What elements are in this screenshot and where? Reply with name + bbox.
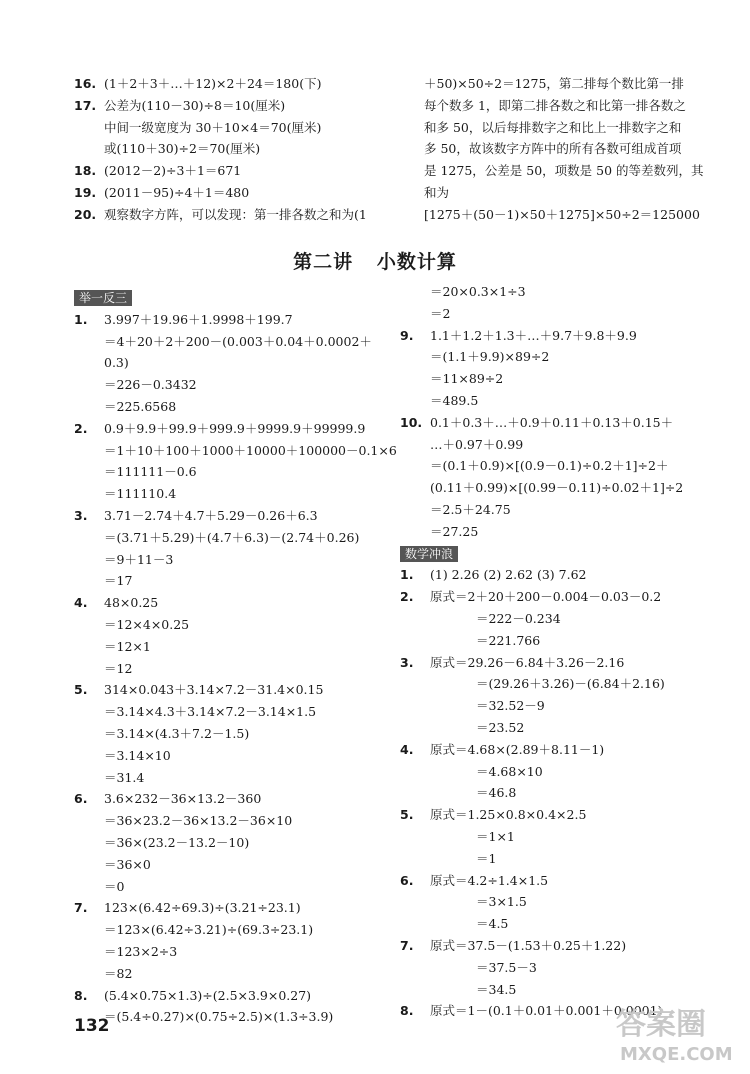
page-number: 132 — [74, 1016, 110, 1036]
problem-number: 2. — [400, 589, 414, 605]
math-expression: ＝225.6568 — [104, 398, 177, 414]
math-expression: ＝2 — [430, 305, 451, 321]
continuation-line — [400, 695, 720, 717]
math-expression: ＝36×(23.2－13.2－10) — [104, 834, 250, 850]
math-expression: ＝226－0.3432 — [104, 377, 197, 393]
continuation-line — [400, 499, 720, 521]
problem-line — [74, 160, 404, 182]
math-expression: ＝3.14×4.3＋3.14×7.2－3.14×1.5 — [104, 704, 317, 720]
top-left-column — [74, 73, 404, 226]
math-expression: 0.3) — [104, 355, 129, 371]
continuation-line — [400, 761, 720, 783]
math-expression: ＝3.14×10 — [104, 747, 171, 763]
problem-number: 17. — [74, 97, 97, 113]
problem-number: 8. — [400, 1003, 414, 1019]
math-expression: ＝221.766 — [476, 632, 541, 648]
continuation-line — [74, 941, 399, 963]
continuation-line: 是 1275，公差是 50，项数是 50 的等差数列，其 — [424, 163, 704, 179]
problem-number: 3. — [400, 654, 414, 670]
continuation-line — [400, 848, 720, 870]
continuation-line — [74, 570, 399, 592]
continuation-line — [400, 368, 720, 390]
math-expression: ＝36×0 — [104, 856, 151, 872]
math-expression: ＝4.68×10 — [476, 763, 543, 779]
math-expression: ＝3×1.5 — [476, 894, 527, 910]
math-expression: 123×(6.42÷69.3)÷(3.21÷23.1) — [104, 900, 301, 916]
problem-line — [400, 325, 720, 347]
math-expression: (2012－2)÷3＋1＝671 — [104, 163, 242, 179]
math-expression: ＝31.4 — [104, 769, 145, 785]
top-right-column — [424, 73, 714, 226]
continuation-line: [1275＋(50－1)×50＋1275]×50÷2＝125000 — [424, 206, 700, 222]
continuation-line — [74, 374, 399, 396]
math-expression: 原式＝1.25×0.8×0.4×2.5 — [430, 807, 587, 823]
problem-number: 9. — [400, 327, 414, 343]
math-expression: ＝20×0.3×1÷3 — [430, 284, 526, 299]
problem-number: 3. — [74, 507, 88, 523]
math-expression: ＝4.5 — [476, 916, 509, 932]
math-expression: 观察数字方阵，可以发现：第一排各数之和为(1 — [104, 206, 367, 222]
continuation-line — [74, 745, 399, 767]
section-left-column — [74, 287, 399, 1028]
continuation-line — [74, 440, 399, 462]
watermark-text-url: MXQE.COM — [620, 1044, 733, 1065]
continuation-line — [74, 396, 399, 418]
continuation-line — [74, 919, 399, 941]
section-label-jyfs: 举一反三 — [74, 290, 132, 306]
math-expression: 原式＝4.68×(2.89＋8.11－1) — [430, 741, 605, 757]
math-expression: 314×0.043＋3.14×7.2－31.4×0.15 — [104, 682, 324, 698]
continuation-line: ＋50)×50÷2＝1275，第二排每个数比第一排 — [424, 76, 684, 91]
math-expression: ＝222－0.234 — [476, 610, 561, 626]
continuation-line — [74, 832, 399, 854]
math-expression: ＝27.25 — [430, 523, 479, 539]
continuation-line — [400, 717, 720, 739]
continuation-line — [74, 549, 399, 571]
math-expression: ＝0 — [104, 878, 125, 894]
continuation-line — [74, 767, 399, 789]
problem-number: 19. — [74, 184, 97, 200]
math-expression: 或(110＋30)÷2＝70(厘米) — [104, 141, 261, 157]
math-expression: 原式＝1－(0.1＋0.01＋0.001＋0.0001) — [430, 1003, 663, 1019]
math-expression: ＝46.8 — [476, 785, 517, 801]
math-expression: ＝1＋10＋100＋1000＋10000＋100000－0.1×6 — [104, 442, 397, 458]
problem-number: 18. — [74, 163, 97, 179]
math-expression: ＝23.52 — [476, 719, 525, 735]
math-expression: 原式＝4.2÷1.4×1.5 — [430, 872, 549, 888]
math-expression: ＝123×2÷3 — [104, 943, 178, 959]
math-expression: 48×0.25 — [104, 595, 159, 611]
math-expression: (1＋2＋3＋…＋12)×2＋24＝180(下) — [104, 76, 322, 91]
continuation-line — [400, 957, 720, 979]
problem-number: 7. — [400, 937, 414, 953]
problem-line — [400, 564, 720, 586]
math-expression: (5.4×0.75×1.3)÷(2.5×3.9×0.27) — [104, 987, 312, 1003]
continuation-line — [400, 434, 720, 456]
math-expression: 原式＝2＋20＋200－0.004－0.03－0.2 — [430, 589, 662, 605]
problem-number: 1. — [74, 311, 88, 327]
math-expression: ＝489.5 — [430, 392, 479, 408]
math-expression: 3.997＋19.96＋1.9998＋199.7 — [104, 311, 293, 327]
continuation-line — [400, 281, 720, 303]
math-expression: 3.71－2.74＋4.7＋5.29－0.26＋6.3 — [104, 507, 318, 523]
continuation-line — [74, 331, 399, 353]
continuation-line — [400, 303, 720, 325]
math-expression: ＝(1.1＋9.9)×89÷2 — [430, 349, 550, 365]
continuation-line — [74, 461, 399, 483]
problem-line — [74, 679, 399, 701]
continuation-line — [74, 138, 404, 160]
problem-number: 5. — [74, 682, 88, 698]
math-expression: ＝36×23.2－36×13.2－36×10 — [104, 813, 293, 829]
continuation-line — [74, 1006, 399, 1028]
continuation-line — [400, 346, 720, 368]
continuation-line — [400, 455, 720, 477]
problem-line — [74, 985, 399, 1007]
continuation-line — [74, 701, 399, 723]
lesson-name: 小数计算 — [376, 251, 457, 273]
continuation-line — [74, 614, 399, 636]
problem-number: 20. — [74, 206, 97, 222]
problem-number: 8. — [74, 987, 88, 1003]
problem-line — [400, 412, 720, 434]
problem-number: 2. — [74, 420, 88, 436]
watermark-text-main: 答案圈 — [616, 1007, 706, 1042]
problem-number: 4. — [74, 595, 88, 611]
problem-number: 4. — [400, 741, 414, 757]
problem-number: 5. — [400, 807, 414, 823]
math-expression: ＝12×4×0.25 — [104, 616, 190, 632]
math-expression: 公差为(110－30)÷8＝10(厘米) — [104, 97, 286, 113]
math-expression: ＝17 — [104, 573, 133, 589]
watermark-logo — [612, 1000, 742, 1066]
math-expression: ＝111111－0.6 — [104, 464, 197, 480]
continuation-line — [400, 630, 720, 652]
continuation-line — [74, 117, 404, 139]
math-expression: ＝32.52－9 — [476, 698, 545, 714]
math-expression: ＝111110.4 — [104, 486, 177, 502]
math-expression: 1.1＋1.2＋1.3＋…＋9.7＋9.8＋9.9 — [430, 327, 637, 343]
math-expression: 原式＝37.5－(1.53＋0.25＋1.22) — [430, 937, 627, 953]
math-expression: 0.9＋9.9＋99.9＋999.9＋9999.9＋99999.9 — [104, 420, 366, 436]
section-right-column — [400, 281, 720, 1022]
problem-line — [74, 592, 399, 614]
continuation-line — [400, 608, 720, 630]
math-expression: (0.11＋0.99)×[(0.99－0.11)÷0.02＋1]÷2 — [430, 480, 684, 496]
problem-line — [74, 204, 404, 226]
lesson-title — [0, 247, 750, 274]
math-expression: ＝1 — [476, 850, 497, 866]
problem-line — [74, 182, 404, 204]
problem-line — [400, 935, 720, 957]
continuation-line — [74, 963, 399, 985]
math-expression: ＝(5.4÷0.27)×(0.75÷2.5)×(1.3÷3.9) — [104, 1009, 334, 1025]
lesson-number: 第二讲 — [293, 251, 354, 273]
problem-number: 1. — [400, 567, 414, 583]
problem-number: 6. — [74, 791, 88, 807]
problem-number: 10. — [400, 414, 423, 430]
math-expression: ＝4＋20＋2＋200－(0.003＋0.04＋0.0002＋ — [104, 333, 372, 349]
problem-number: 16. — [74, 76, 97, 91]
math-expression: ＝82 — [104, 965, 133, 981]
continuation-line — [74, 483, 399, 505]
math-expression: ＝(0.1＋0.9)×[(0.9－0.1)÷0.2＋1]÷2＋ — [430, 458, 669, 474]
problem-line — [400, 652, 720, 674]
continuation-line: 和多 50，以后每排数字之和比上一排数字之和 — [424, 119, 682, 135]
math-expression: (2011－95)÷4＋1＝480 — [104, 184, 250, 200]
continuation-line — [74, 876, 399, 898]
problem-line — [400, 586, 720, 608]
math-expression: 0.1＋0.3＋…＋0.9＋0.11＋0.13＋0.15＋ — [430, 414, 674, 430]
math-expression: ＝12×1 — [104, 638, 151, 654]
problem-line — [74, 95, 404, 117]
continuation-line — [400, 673, 720, 695]
math-expression: 中间一级宽度为 30＋10×4＝70(厘米) — [104, 119, 322, 135]
continuation-line — [400, 782, 720, 804]
continuation-line — [74, 527, 399, 549]
continuation-line — [74, 352, 399, 374]
section-label-sxcl: 数学冲浪 — [400, 546, 458, 562]
continuation-line — [74, 810, 399, 832]
problem-line — [400, 870, 720, 892]
math-expression: ＝(3.71＋5.29)＋(4.7＋6.3)－(2.74＋0.26) — [104, 529, 360, 545]
continuation-line — [74, 723, 399, 745]
math-expression: ＝9＋11－3 — [104, 551, 174, 567]
continuation-line — [400, 521, 720, 543]
math-expression: …＋0.97＋0.99 — [430, 436, 524, 452]
problem-line — [74, 73, 404, 95]
math-expression: ＝2.5＋24.75 — [430, 501, 511, 517]
continuation-line: 每个数多 1，即第二排各数之和比第一排各数之 — [424, 97, 686, 113]
problem-line — [74, 788, 399, 810]
math-expression: ＝37.5－3 — [476, 959, 537, 975]
problem-number: 7. — [74, 900, 88, 916]
problem-line — [74, 309, 399, 331]
problem-line — [74, 505, 399, 527]
continuation-line: 和为 — [424, 184, 450, 200]
continuation-line — [400, 826, 720, 848]
continuation-line — [74, 636, 399, 658]
math-expression: ＝34.5 — [476, 981, 517, 997]
continuation-line — [400, 913, 720, 935]
continuation-line — [74, 658, 399, 680]
continuation-line — [400, 390, 720, 412]
continuation-line: 多 50，故该数字方阵中的所有各数可组成首项 — [424, 141, 682, 157]
continuation-line — [400, 891, 720, 913]
problem-line — [74, 418, 399, 440]
problem-line — [74, 897, 399, 919]
math-expression: ＝(29.26＋3.26)－(6.84＋2.16) — [476, 676, 665, 692]
math-expression: ＝11×89÷2 — [430, 371, 504, 387]
problem-number: 6. — [400, 872, 414, 888]
math-expression: ＝12 — [104, 660, 133, 676]
problem-line — [400, 739, 720, 761]
continuation-line — [400, 979, 720, 1001]
math-expression: ＝1×1 — [476, 828, 515, 844]
continuation-line — [400, 477, 720, 499]
math-expression: ＝3.14×(4.3＋7.2－1.5) — [104, 725, 250, 741]
problem-line — [400, 804, 720, 826]
math-expression: (1) 2.26 (2) 2.62 (3) 7.62 — [430, 567, 587, 583]
continuation-line — [74, 854, 399, 876]
math-expression: 3.6×232－36×13.2－360 — [104, 791, 262, 807]
math-expression: ＝123×(6.42÷3.21)÷(69.3÷23.1) — [104, 922, 314, 938]
math-expression: 原式＝29.26－6.84＋3.26－2.16 — [430, 654, 625, 670]
